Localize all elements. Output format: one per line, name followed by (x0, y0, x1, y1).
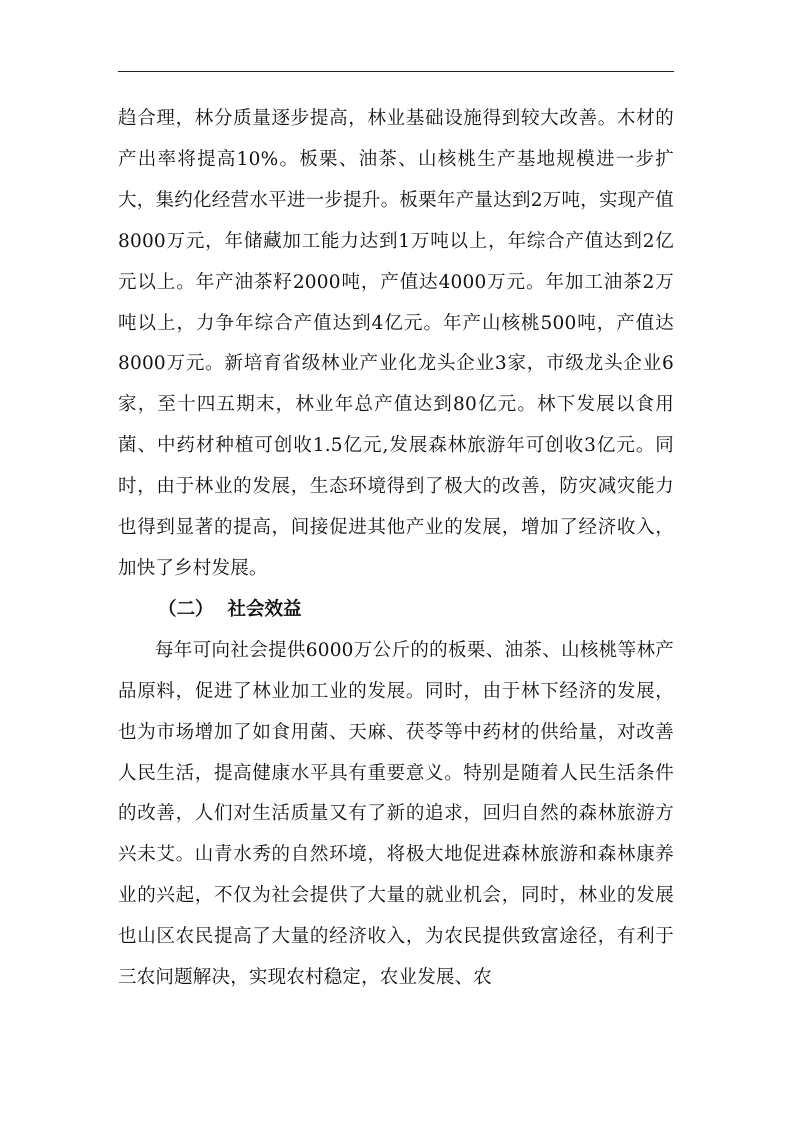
page-body (118, 99, 674, 999)
header-rule (118, 71, 674, 72)
section-heading-social-benefit (118, 590, 674, 631)
section-number: （二） (158, 598, 214, 620)
section-title: 社会效益 (227, 598, 302, 620)
body-paragraph-economic-benefit: 趋合理，林分质量逐步提高，林业基础设施得到较大改善。木材的产出率将提高10%。板栗、油茶、山核桃生产基地规模进一步扩大，集约化经营水平进一步提升。板栗年产量达到2万吨，实现产值8000万元，年储藏加工能力达到1万吨以上，年综合产值达到2亿元以上。年产油茶籽2000吨，产值达4000万元。年加工油茶2万吨以上，力争年综合产值达到4亿元。年产山核桃500吨，产值达8000万元。新培育省级林业产业化龙头企业3家，市级龙头企业6家，至十四五期末，林业年总产值达到80亿元。林下发展以食用菌、中药材种植可创收1.5亿元,发展森林旅游年可创收3亿元。同时，由于林业的发展，生态环境得到了极大的改善，防灾减灾能力也得到显著的提高，间接促进其他产业的发展，增加了经济收入，加快了乡村发展。 (118, 108, 674, 579)
body-paragraph-social-benefit: 每年可向社会提供6000万公斤的的板栗、油茶、山核桃等林产品原料，促进了林业加工业的发展。同时，由于林下经济的发展，也为市场增加了如食用菌、天麻、茯苓等中药材的供给量，对改善人民生活，提高健康水平具有重要意义。特别是随着人民生活条件的改善，人们对生活质量又有了新的追求，回归自然的森林旅游方兴未艾。山青水秀的自然环境，将极大地促进森林旅游和森林康养业的兴起，不仅为社会提供了大量的就业机会，同时，林业的发展也山区农民提高了大量的经济收入，为农民提供致富途径，有利于三农问题解决，实现农村稳定，农业发展、农 (118, 639, 674, 989)
